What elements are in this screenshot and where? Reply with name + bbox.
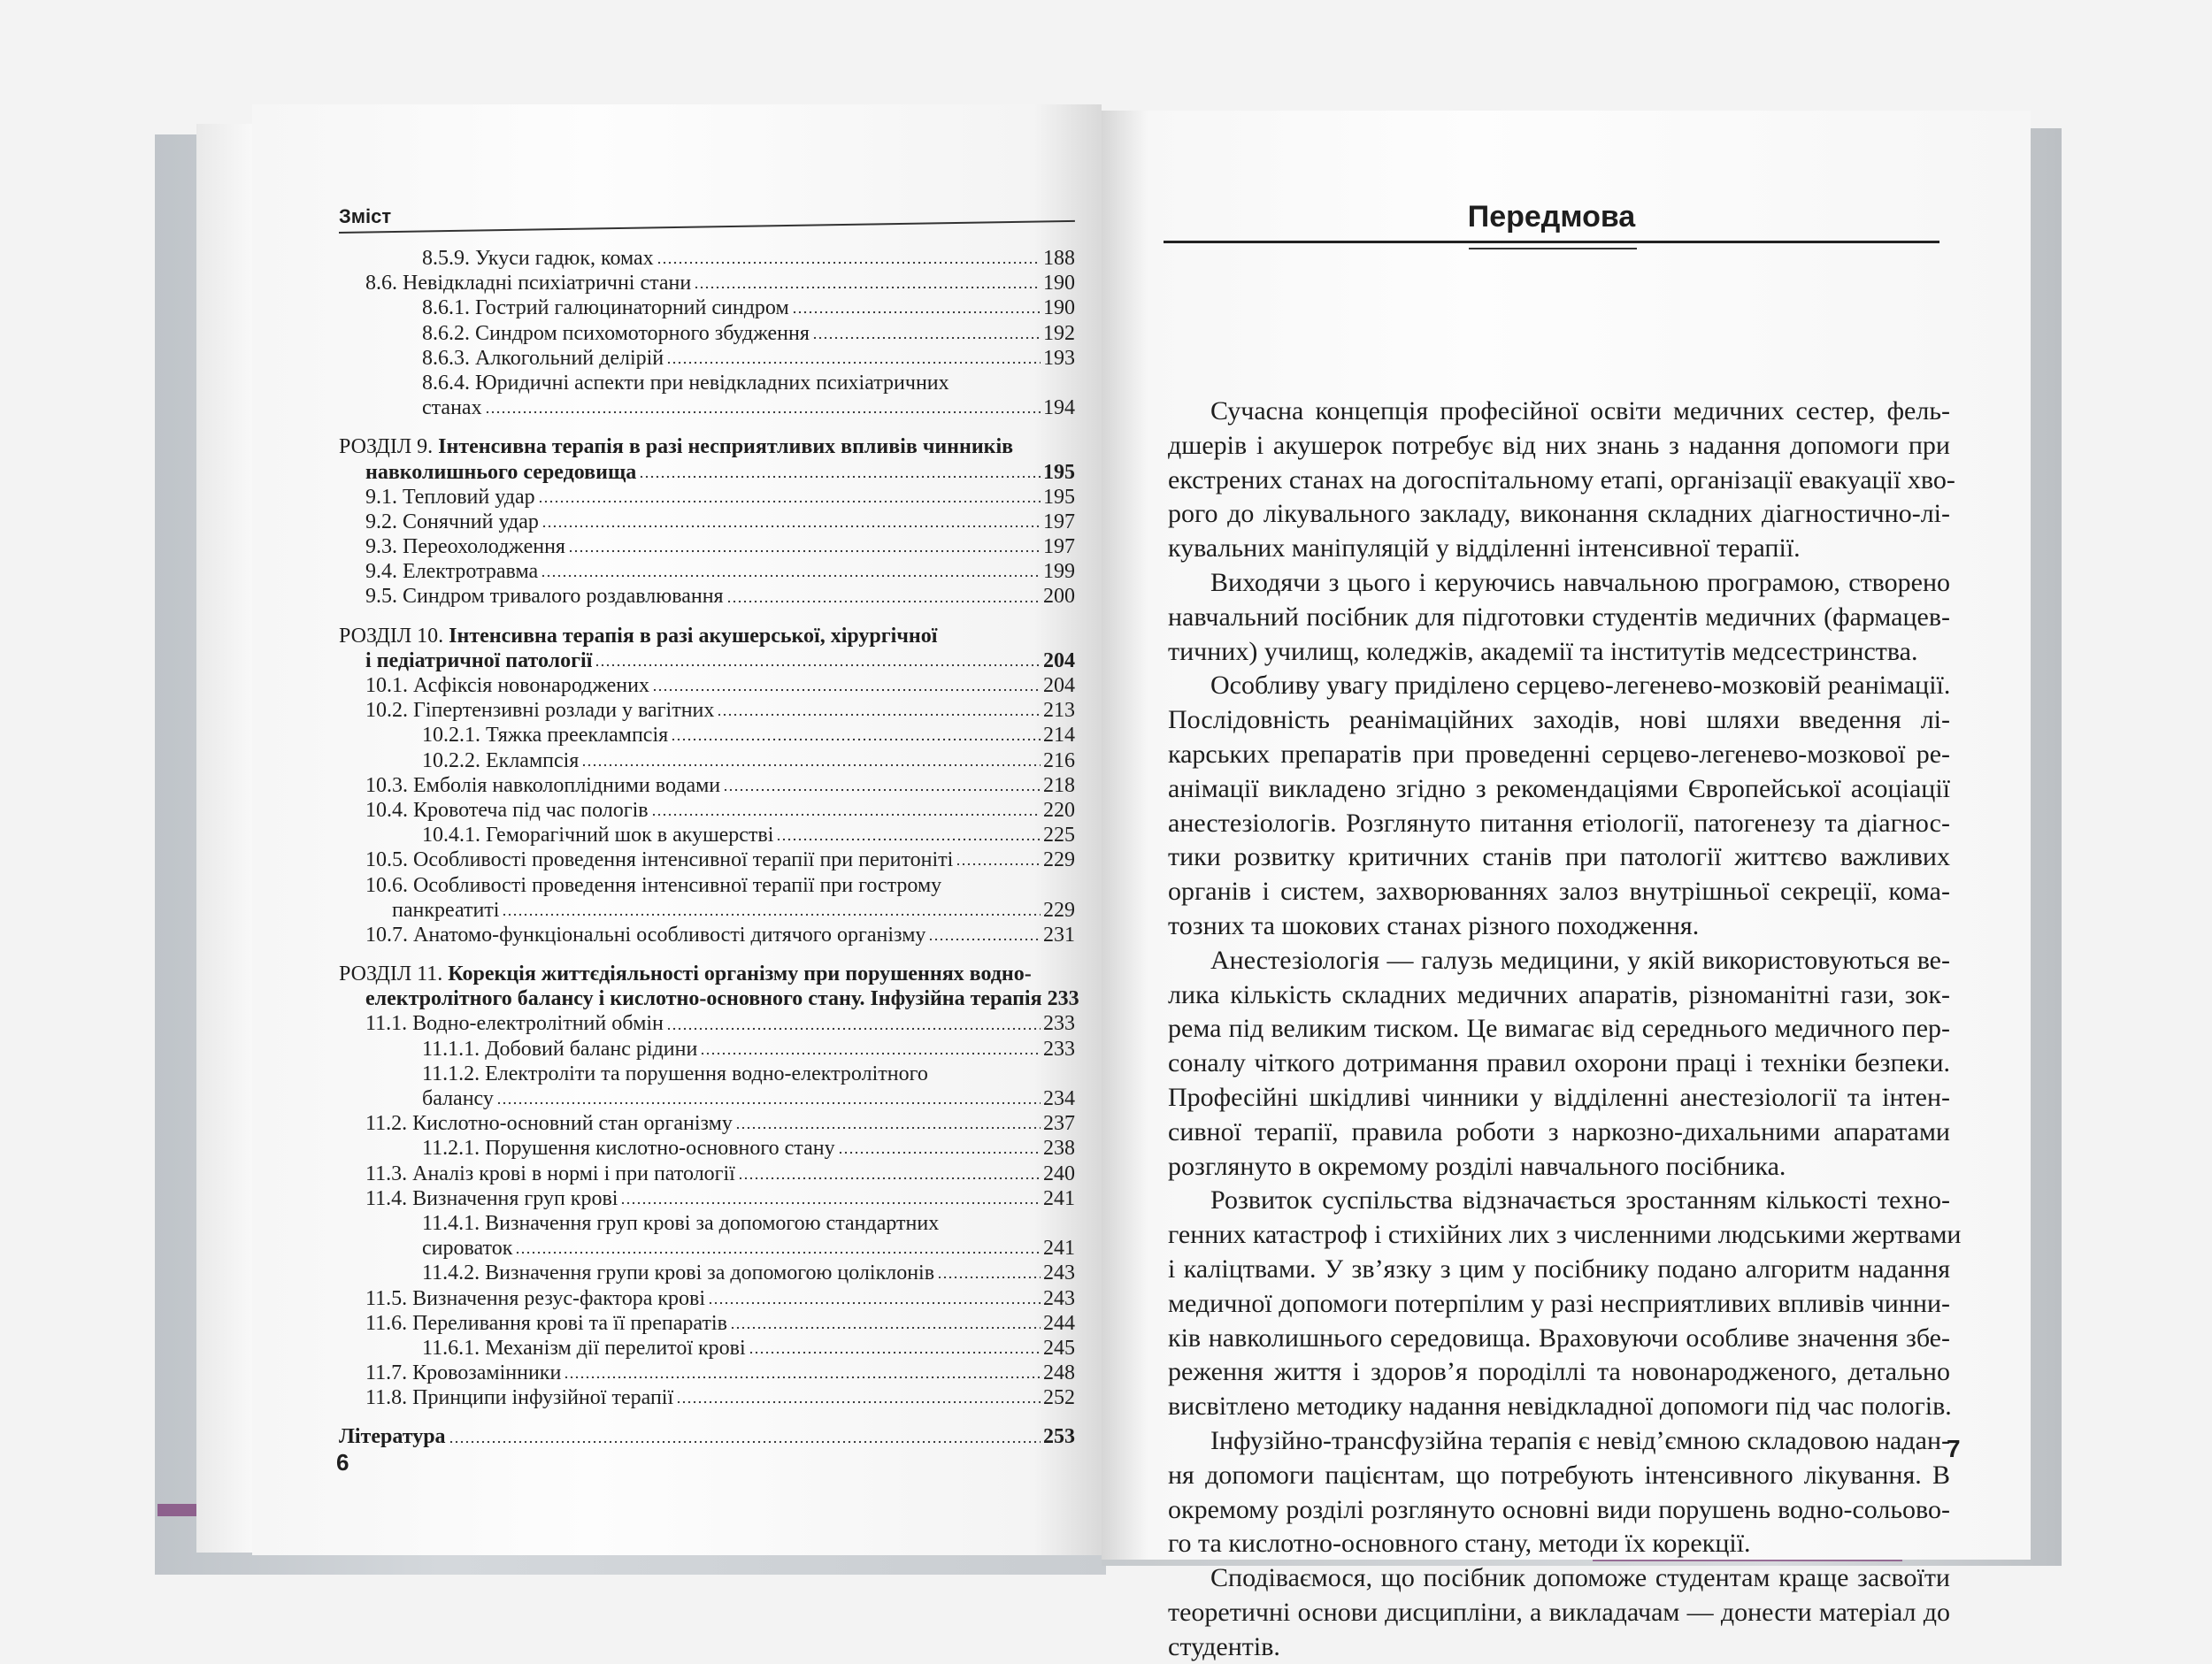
text-line: Інфузійно-трансфузійна терапія є невід’ємною складовою надан- xyxy=(1210,1425,1950,1455)
toc-entry-title xyxy=(422,723,668,748)
text-line: окремому розділі розглянуто основні види порушень водно-сольово- xyxy=(1168,1494,1950,1524)
toc-entry-title xyxy=(365,1286,705,1311)
toc-entry xyxy=(339,1162,1075,1186)
toc-page-number: 190 xyxy=(1043,296,1075,320)
toc-entry-text: Принципи інфузійної терапії xyxy=(412,1386,674,1410)
toc-entry-continuation xyxy=(339,898,1075,923)
toc-entry-text: Визначення груп крові xyxy=(412,1186,618,1210)
toc-entry-title xyxy=(422,1211,939,1236)
toc-entry-text: Еклампсія xyxy=(486,748,580,772)
dot-leader xyxy=(485,410,1041,415)
text-line: Сучасна концепція професійної освіти медичних сестер, фель- xyxy=(1210,396,1950,426)
toc-entry-title xyxy=(422,1037,697,1062)
toc-entry-continuation xyxy=(339,460,1075,485)
toc-entry-title xyxy=(422,1261,934,1285)
toc-entry-number: 11.4.1. xyxy=(422,1211,480,1235)
dot-leader xyxy=(700,1051,1041,1056)
toc-entry-text: Алкогольний делірій xyxy=(475,346,664,370)
toc-entry-number: 10.2. xyxy=(365,699,408,723)
toc-entry-text: і педіатричної патології xyxy=(365,648,593,672)
toc-entry-text: Інтенсивна терапія в разі несприятливих впливів чинників xyxy=(438,435,1014,459)
text-line: Особливу увагу приділено серцево-легенево-мозковій реанімації. xyxy=(1210,671,1951,701)
toc-entry-title xyxy=(365,673,649,698)
dot-leader xyxy=(502,912,1041,917)
toc-entry-title xyxy=(365,1011,664,1036)
dot-leader xyxy=(838,1150,1041,1155)
dot-leader xyxy=(749,1350,1041,1355)
dot-leader xyxy=(541,573,1041,579)
toc-entry-text: Особливості проведення інтенсивної терапії при гострому xyxy=(413,873,942,897)
page-number: 7 xyxy=(1947,1435,1961,1462)
toc-entry-text: Сонячний удар xyxy=(403,510,539,533)
toc-entry-text: Електротравма xyxy=(403,560,539,584)
dot-leader xyxy=(694,285,1041,290)
dot-leader xyxy=(568,548,1041,554)
toc-page-number: 237 xyxy=(1043,1112,1075,1136)
chapter-gap xyxy=(339,420,1075,434)
toc-entry-text: Переохолодження xyxy=(403,535,565,559)
text-line: тозних та шокових станах різного походження. xyxy=(1168,910,1700,940)
dot-leader xyxy=(676,1399,1041,1405)
dot-leader xyxy=(776,837,1041,842)
toc-entry xyxy=(339,1136,1075,1161)
toc-entry xyxy=(339,559,1075,584)
toc-entry-number: 11.8. xyxy=(365,1386,408,1410)
dot-leader xyxy=(666,360,1041,365)
toc-entry-title xyxy=(365,923,926,947)
dot-leader xyxy=(657,260,1041,265)
toc-page-number: 195 xyxy=(1043,460,1075,484)
toc-entry-text: Тяжка прееклампсія xyxy=(486,724,669,748)
text-line: розглянуто в окремому розділі навчального посібника. xyxy=(1168,1151,1786,1181)
toc-entry-number: 11.7. xyxy=(365,1361,408,1385)
toc-entry-title xyxy=(365,485,535,510)
toc-entry-title xyxy=(422,748,579,773)
toc-page-number: 243 xyxy=(1043,1286,1075,1310)
toc-entry-number: 8.6. xyxy=(365,272,397,295)
toc-entry-continuation xyxy=(339,986,1079,1011)
toc-entry-title xyxy=(365,584,724,609)
toc-entry-title xyxy=(365,1111,733,1136)
toc-entry-text: Визначення резус-фактора крові xyxy=(412,1286,706,1310)
toc-page-number: 233 xyxy=(1047,987,1079,1011)
toc-entry xyxy=(339,246,1075,271)
dot-leader xyxy=(928,937,1041,942)
dot-leader xyxy=(735,1125,1041,1131)
text-line: висвітлено методику надання невідкладної допомоги під час пологів. xyxy=(1168,1392,1952,1422)
toc-entry xyxy=(339,962,1075,986)
dot-leader xyxy=(738,1176,1041,1181)
toc-entry xyxy=(339,847,1075,872)
toc-entry xyxy=(339,584,1075,609)
toc-entry-title xyxy=(365,271,691,295)
toc-entry-number: 10.6. xyxy=(365,873,408,897)
text-line: карських препаратів при проведенні серцево-легенево-мозкової ре- xyxy=(1168,739,1950,769)
toc-entry-number: 9.1. xyxy=(365,485,397,509)
toc-entry xyxy=(339,1037,1075,1062)
text-line: Послідовність реанімаційних заходів, нові шляхи введення лі- xyxy=(1168,705,1950,735)
toc-entry-number: 11.4.2. xyxy=(422,1261,480,1285)
chapter-gap xyxy=(339,1410,1075,1424)
toc-entry-title xyxy=(422,371,949,395)
toc-page-number: 233 xyxy=(1043,1012,1075,1036)
toc-entry-text: Юридичні аспекти при невідкладних психіатричних xyxy=(475,371,949,395)
toc-entry xyxy=(339,346,1075,371)
toc-entry-number: 10.4. xyxy=(365,798,408,822)
toc-page-number: 238 xyxy=(1043,1137,1075,1161)
toc-entry-number: РОЗДІЛ 10. xyxy=(339,624,444,648)
text-line: екстрених станах на догоспітальному етапі, організації евакуації хво- xyxy=(1168,464,1955,495)
toc-page-number: 240 xyxy=(1043,1162,1075,1185)
text-line: ня допомоги пацієнтам, що потребують інтенсивного лікування. В xyxy=(1168,1460,1950,1490)
toc-entry-title xyxy=(365,698,714,723)
toc-page-number: 214 xyxy=(1043,724,1075,748)
toc-entry xyxy=(339,723,1075,748)
toc-entry-text: Синдром тривалого роздавлювання xyxy=(403,585,724,609)
dot-leader xyxy=(652,687,1041,693)
toc-entry-text: навколишнього середовища xyxy=(365,460,637,484)
toc-entry xyxy=(339,295,1075,320)
toc-page-number: 241 xyxy=(1043,1237,1075,1261)
toc-entry xyxy=(339,923,1075,947)
toc-entry-text: Гіпертензивні розлади у вагітних xyxy=(413,699,715,723)
toc-entry-text: Механізм дії перелитої крові xyxy=(485,1336,746,1360)
dot-leader xyxy=(671,737,1041,742)
text-line: Виходячи з цього і керуючись навчальною програмою, створено xyxy=(1210,567,1950,597)
text-line: ків навколишнього середовища. Враховуючи особливе значення збе- xyxy=(1168,1323,1950,1353)
toc-entry xyxy=(339,1361,1075,1385)
toc-entry-continuation xyxy=(339,1236,1075,1261)
running-header: Зміст xyxy=(339,205,392,227)
dot-leader xyxy=(717,712,1041,717)
dot-leader xyxy=(726,599,1041,604)
toc-entry-title xyxy=(339,624,937,648)
page-number: 6 xyxy=(336,1449,349,1476)
toc-entry-title xyxy=(365,773,720,798)
toc-entry-number: 11.1.1. xyxy=(422,1037,480,1061)
text-line: сивної терапії, правила роботи з наркозно-дихальними апаратами xyxy=(1168,1116,1950,1146)
toc-entry-text: Невідкладні психіатричні стани xyxy=(403,272,692,295)
toc-page-number: 241 xyxy=(1043,1186,1075,1210)
dot-leader xyxy=(620,1200,1041,1206)
toc-entry-text: Водно-електролітний обмін xyxy=(412,1012,664,1036)
toc-entry-number: 10.2.2. xyxy=(422,748,480,772)
toc-page-number: 245 xyxy=(1043,1336,1075,1360)
text-line: тики розвитку критичних станів при патології життєво важливих xyxy=(1168,842,1950,872)
toc-page-number: 200 xyxy=(1043,585,1075,609)
toc-page-number: 229 xyxy=(1043,898,1075,922)
toc-entry-title xyxy=(422,295,789,320)
toc-entry xyxy=(339,823,1075,847)
text-line: Професійні шкідливі чинники у відділенні анестезіології та інтен- xyxy=(1168,1082,1950,1112)
toc-page-number: 233 xyxy=(1043,1037,1075,1061)
text-line: тичних) училищ, коледжів, академії та інститутів медсестринства. xyxy=(1168,636,1918,666)
toc-entry-text: Кровозамінники xyxy=(412,1361,562,1385)
toc-entry-text: Корекція життєдіяльності організму при порушеннях водно- xyxy=(448,962,1032,986)
toc-entry-title xyxy=(365,847,953,872)
toc-entry-text: Тепловий удар xyxy=(403,485,535,509)
toc-entry-title xyxy=(365,1361,561,1385)
text-line: Розвиток суспільства відзначається зростанням кількості техно- xyxy=(1210,1185,1950,1215)
dot-leader xyxy=(595,663,1041,668)
toc-entry-title xyxy=(339,434,1013,459)
toc-entry xyxy=(339,321,1075,346)
toc-entry xyxy=(339,1424,1075,1449)
toc-entry xyxy=(339,271,1075,295)
dot-leader xyxy=(708,1300,1041,1306)
toc-page-number: 197 xyxy=(1043,510,1075,533)
toc-page-number: 199 xyxy=(1043,560,1075,584)
toc-entry-text: Визначення груп крові за допомогою стандартних xyxy=(485,1211,940,1235)
toc-entry-text: Кровотеча під час пологів xyxy=(413,798,649,822)
toc-entry-title xyxy=(365,1186,618,1211)
toc-page-number: 225 xyxy=(1043,824,1075,847)
chapter-gap xyxy=(339,947,1075,962)
toc-entry-text: електролітного балансу і кислотно-основного стану. Інфузійна терапія xyxy=(365,987,1042,1011)
toc-entry-number: 11.6. xyxy=(365,1311,408,1335)
toc-page-number: 248 xyxy=(1043,1361,1075,1385)
toc-entry-number: РОЗДІЛ 9. xyxy=(339,435,434,459)
toc-entry-number: 10.2.1. xyxy=(422,724,480,748)
toc-entry xyxy=(339,1385,1075,1410)
toc-entry-number: 11.5. xyxy=(365,1286,408,1310)
toc-entry xyxy=(339,1111,1075,1136)
toc-entry-continuation xyxy=(339,395,1075,420)
text-line: лика кількість складних медичних апаратів, різноманітні гази, зок- xyxy=(1168,979,1950,1009)
preface-text xyxy=(1168,395,1962,1664)
toc-entry-number: 9.4. xyxy=(365,560,397,584)
toc-entry-text: Емболія навколоплідними водами xyxy=(413,773,721,797)
dot-leader xyxy=(651,812,1041,817)
toc-page-number: 192 xyxy=(1043,321,1075,345)
text-line: навчальний посібник для підготовки студентів медичних (фармацев- xyxy=(1168,602,1950,632)
toc-entry xyxy=(339,1011,1075,1036)
toc-entry xyxy=(339,624,1075,648)
toc-entry xyxy=(339,1261,1075,1285)
text-line: го та кислотно-основного стану, методи їх корекції. xyxy=(1168,1529,1751,1559)
toc-entry xyxy=(339,434,1075,459)
toc-page-number: 243 xyxy=(1043,1261,1075,1285)
toc-entry-number: РОЗДІЛ 11. xyxy=(339,962,443,986)
text-line: теоретичні основи дисципліни, а викладачам — донести матеріал до xyxy=(1168,1597,1950,1627)
toc-entry xyxy=(339,1311,1075,1336)
toc-entry xyxy=(339,1062,1075,1086)
toc-entry xyxy=(339,371,1075,395)
text-line: медичної допомоги потерпілим у разі несприятливих впливів чинни- xyxy=(1168,1288,1950,1318)
toc-entry-text: Переливання крові та її препаратів xyxy=(412,1311,727,1335)
toc-page-number: 204 xyxy=(1043,674,1075,697)
toc-entry-title xyxy=(422,346,664,371)
text-line: дшерів і акушерок потребує від них знань з надання допомоги при xyxy=(1168,430,1950,460)
toc-entry-text: панкреатиті xyxy=(392,898,500,922)
toc-page-number: 193 xyxy=(1043,346,1075,370)
dot-leader xyxy=(792,310,1041,315)
toc-entry xyxy=(339,773,1075,798)
toc-entry-text: Асфіксія новонароджених xyxy=(413,674,649,697)
toc-page-number: 195 xyxy=(1043,485,1075,509)
toc-page-number: 204 xyxy=(1043,648,1075,672)
toc-entry-title xyxy=(365,559,538,584)
dot-leader xyxy=(723,787,1041,793)
toc-entry-number: 9.3. xyxy=(365,535,397,559)
toc-entry-title xyxy=(365,798,649,823)
text-line: анестезіологів. Розглянуто питання етіології, патогенезу та діагнос- xyxy=(1168,808,1950,838)
toc-entry-continuation xyxy=(339,1086,1075,1111)
toc-entry-number: 9.5. xyxy=(365,585,397,609)
dot-leader xyxy=(449,1439,1041,1445)
page-title: Передмова xyxy=(1467,200,1636,234)
text-line: і каліцтвами. У зв’язку з цим у посібнику подано алгоритм надання xyxy=(1168,1254,1950,1284)
toc-entry-title xyxy=(339,962,1032,986)
toc-entry-text: сироваток xyxy=(422,1237,513,1261)
toc-page-number: 253 xyxy=(1043,1425,1075,1449)
table-of-contents xyxy=(339,246,1079,1450)
toc-page-number: 213 xyxy=(1043,699,1075,723)
toc-entry xyxy=(339,698,1075,723)
text-line: кувальних маніпуляцій у відділенні інтенсивної терапії. xyxy=(1168,533,1801,564)
toc-entry-number: 11.2.1. xyxy=(422,1137,480,1161)
toc-entry-number: 10.7. xyxy=(365,923,408,947)
dot-leader xyxy=(538,499,1041,504)
toc-entry-number: 10.1. xyxy=(365,674,408,697)
toc-entry-title xyxy=(365,534,565,559)
text-line: Сподіваємося, що посібник допоможе студентам краще засвоїти xyxy=(1210,1563,1950,1593)
toc-entry xyxy=(339,873,1075,898)
toc-entry-text: Синдром психомоторного збудження xyxy=(475,321,810,345)
toc-entry-text: Геморагічний шок в акушерстві xyxy=(486,824,774,847)
toc-entry-text: Анатомо-функціональні особливості дитячого організму xyxy=(413,923,926,947)
toc-entry-title xyxy=(422,321,810,346)
toc-entry-text: балансу xyxy=(422,1087,494,1110)
toc-entry xyxy=(339,534,1075,559)
toc-page-number: 190 xyxy=(1043,272,1075,295)
toc-entry-text: Електроліти та порушення водно-електролітного xyxy=(485,1062,928,1085)
dot-leader xyxy=(581,763,1041,768)
dot-leader xyxy=(564,1375,1041,1380)
toc-entry-number: 8.6.2. xyxy=(422,321,470,345)
toc-entry-text: Література xyxy=(339,1425,446,1449)
toc-entry-number: 10.3. xyxy=(365,773,408,797)
toc-page-number: 229 xyxy=(1043,848,1075,872)
toc-page-number: 220 xyxy=(1043,798,1075,822)
toc-entry-title xyxy=(339,1424,446,1449)
toc-entry-title xyxy=(422,1136,835,1161)
toc-entry-number: 8.5.9. xyxy=(422,247,470,270)
dot-leader xyxy=(812,335,1041,341)
dot-leader xyxy=(496,1100,1041,1106)
text-line: органів і систем, захворюваннях залоз внутрішньої секреції, кома- xyxy=(1168,877,1950,907)
toc-entry xyxy=(339,485,1075,510)
toc-entry-text: Порушення кислотно-основного стану xyxy=(485,1137,835,1161)
toc-entry-title xyxy=(422,246,654,271)
text-line: соналу чіткого дотримання правил охорони праці і техніки безпеки. xyxy=(1168,1048,1950,1078)
text-line: рого до лікувального закладу, виконання складних діагностично-лі- xyxy=(1168,499,1950,529)
toc-entry-number: 11.1. xyxy=(365,1012,408,1036)
title-underline xyxy=(1469,248,1637,249)
toc-entry-number: 11.1.2. xyxy=(422,1062,480,1085)
page-edges xyxy=(196,124,258,1553)
toc-entry xyxy=(339,1336,1075,1361)
dot-leader xyxy=(541,524,1041,529)
toc-entry-text: Особливості проведення інтенсивної терапії при перитоніті xyxy=(413,848,954,872)
toc-entry-title xyxy=(365,1162,735,1186)
toc-entry-number: 9.2. xyxy=(365,510,397,533)
toc-entry-text: Аналіз крові в нормі і при патології xyxy=(412,1162,735,1185)
dot-leader xyxy=(956,862,1041,867)
text-line: генних катастроф і стихійних лих з численними людськими жертвами xyxy=(1168,1220,1962,1250)
toc-entry-title xyxy=(422,1062,928,1086)
toc-entry xyxy=(339,1186,1075,1211)
toc-entry-text: станах xyxy=(422,396,482,420)
toc-entry-number: 11.6.1. xyxy=(422,1336,480,1360)
toc-entry xyxy=(339,1211,1075,1236)
dot-leader xyxy=(515,1250,1041,1255)
toc-entry xyxy=(339,673,1075,698)
toc-page-number: 252 xyxy=(1043,1386,1075,1410)
chapter-gap xyxy=(339,610,1075,624)
toc-entry-title xyxy=(422,823,773,847)
dot-leader xyxy=(937,1275,1041,1280)
toc-entry-title xyxy=(422,1336,746,1361)
toc-entry-number: 11.2. xyxy=(365,1112,408,1136)
text-line: Анестезіологія — галузь медицини, у якій використовуються ве- xyxy=(1210,945,1950,975)
toc-page-number: 234 xyxy=(1043,1087,1075,1110)
text-line: студентів. xyxy=(1168,1631,1280,1661)
toc-entry-continuation xyxy=(339,648,1075,673)
toc-entry-title xyxy=(365,873,941,898)
toc-entry-text: Гострий галюцинаторний синдром xyxy=(475,296,789,320)
dot-leader xyxy=(666,1026,1041,1031)
toc-entry-number: 10.4.1. xyxy=(422,824,480,847)
toc-entry-text: Укуси гадюк, комах xyxy=(475,247,654,270)
toc-entry-number: 10.5. xyxy=(365,848,408,872)
toc-entry xyxy=(339,510,1075,534)
toc-page-number: 244 xyxy=(1043,1311,1075,1335)
toc-entry-number: 11.4. xyxy=(365,1186,408,1210)
toc-entry-text: Кислотно-основний стан організму xyxy=(412,1112,733,1136)
dot-leader xyxy=(639,474,1041,479)
toc-page-number: 218 xyxy=(1043,773,1075,797)
dot-leader xyxy=(730,1325,1041,1330)
text-line: анімації викладено згідно з рекомендаціями Європейської асоціації xyxy=(1168,773,1950,803)
toc-page-number: 197 xyxy=(1043,535,1075,559)
toc-entry xyxy=(339,798,1075,823)
toc-entry-number: 11.3. xyxy=(365,1162,408,1185)
toc-entry-text: Визначення групи крові за допомогою цоліклонів xyxy=(485,1261,935,1285)
toc-entry-number: 8.6.4. xyxy=(422,371,470,395)
toc-entry-text: Добовий баланс рідини xyxy=(485,1037,698,1061)
toc-entry-text: Інтенсивна терапія в разі акушерської, хірургічної xyxy=(449,624,938,648)
toc-page-number: 216 xyxy=(1043,748,1075,772)
toc-entry xyxy=(339,748,1075,773)
toc-page-number: 231 xyxy=(1043,923,1075,947)
toc-page-number: 194 xyxy=(1043,396,1075,420)
title-rule xyxy=(1164,241,1939,243)
toc-entry-title xyxy=(365,1385,673,1410)
toc-entry xyxy=(339,1286,1075,1311)
toc-entry-number: 8.6.3. xyxy=(422,346,470,370)
toc-entry-number: 8.6.1. xyxy=(422,296,470,320)
toc-page-number: 188 xyxy=(1043,247,1075,270)
toc-entry-title xyxy=(365,510,539,534)
text-line: реження життя і здоров’я породіллі та новонародженого, детально xyxy=(1168,1357,1950,1387)
toc-entry-title xyxy=(365,1311,727,1336)
text-line: рема під великим тиском. Це вимагає від середнього медичного пер- xyxy=(1168,1014,1950,1044)
